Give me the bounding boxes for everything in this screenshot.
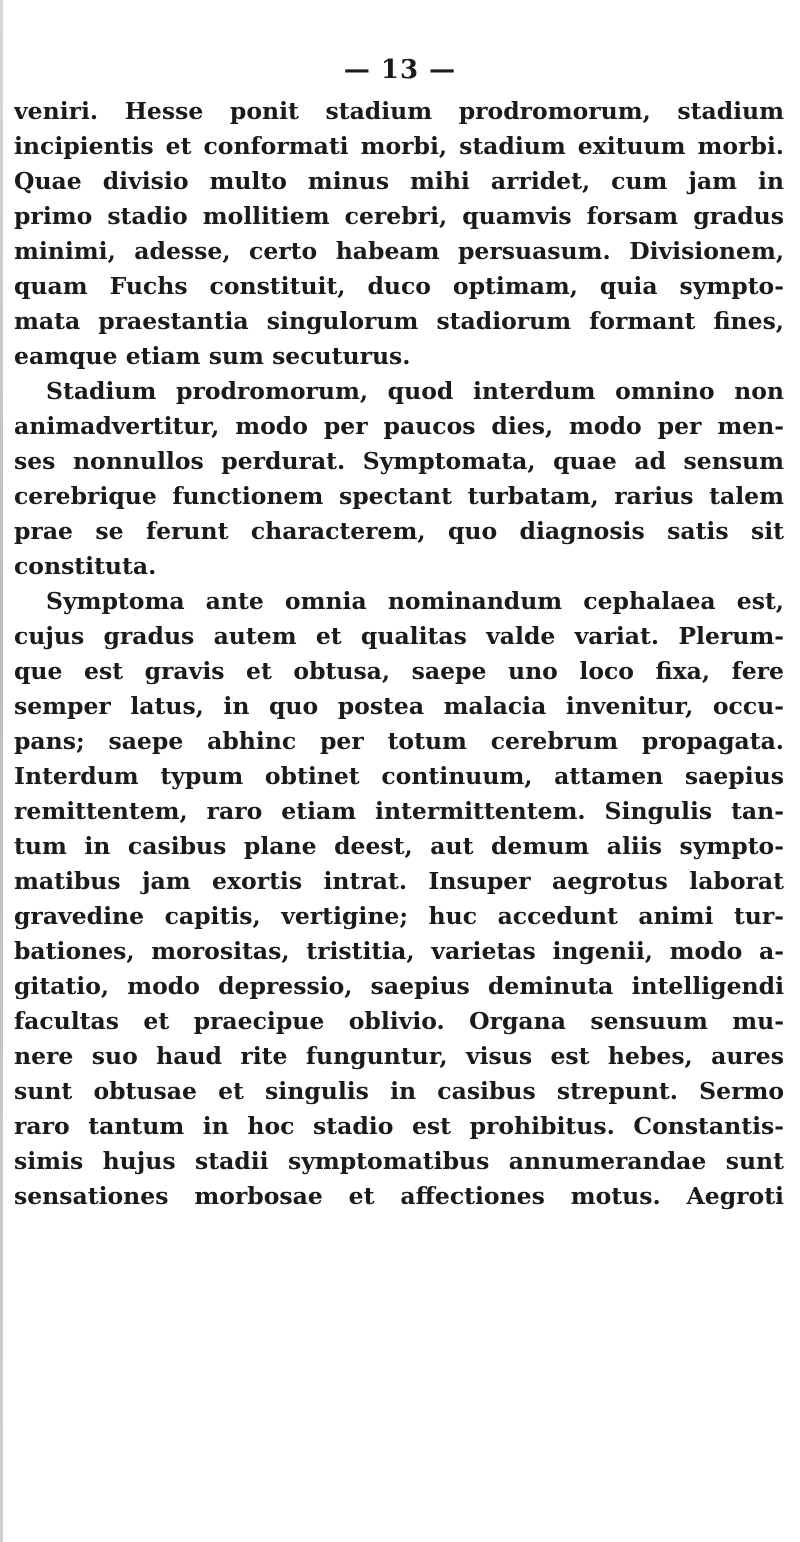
- text-line: tum in casibus plane deest, aut demum aliis sympto-: [14, 832, 784, 860]
- text-line: Interdum typum obtinet continuum, attamen saepius: [14, 762, 784, 790]
- text-line: ses nonnullos perdurat. Symptomata, quae ad sensum: [14, 447, 784, 475]
- text-line: facultas et praecipue oblivio. Organa sensuum mu-: [14, 1007, 784, 1035]
- text-line: nere suo haud rite funguntur, visus est hebes, aures: [14, 1042, 784, 1070]
- text-line: remittentem, raro etiam intermittentem. Singulis tan-: [14, 797, 784, 825]
- page-left-edge: [0, 0, 3, 1542]
- text-line: gravedine capitis, vertigine; huc accedunt animi tur-: [14, 902, 784, 930]
- text-line: pans; saepe abhinc per totum cerebrum propagata.: [14, 727, 784, 755]
- text-line: veniri. Hesse ponit stadium prodromorum, stadium: [14, 97, 784, 125]
- text-line: bationes, morositas, tristitia, varietas ingenii, modo a-: [14, 937, 784, 965]
- paragraph-first-line: Symptoma ante omnia nominandum cephalaea est,: [46, 587, 784, 615]
- text-line: Quae divisio multo minus mihi arridet, cum jam in: [14, 167, 784, 195]
- text-line: gitatio, modo depressio, saepius deminuta intelligendi: [14, 972, 784, 1000]
- text-line: mata praestantia singulorum stadiorum formant fines,: [14, 307, 784, 335]
- text-line: constituta.: [14, 552, 157, 580]
- text-line: quam Fuchs constituit, duco optimam, quia sympto-: [14, 272, 784, 300]
- text-line: prae se ferunt characterem, quo diagnosis satis sit: [14, 517, 784, 545]
- paragraph-first-line: Stadium prodromorum, quod interdum omnino non: [46, 377, 784, 405]
- text-line: primo stadio mollitiem cerebri, quamvis forsam gradus: [14, 202, 784, 230]
- text-line: que est gravis et obtusa, saepe uno loco fixa, fere: [14, 657, 784, 685]
- text-line: incipientis et conformati morbi, stadium exituum morbi.: [14, 132, 784, 160]
- text-line: cerebrique functionem spectant turbatam, rarius talem: [14, 482, 784, 510]
- text-line: eamque etiam sum secuturus.: [14, 342, 411, 370]
- page-number: — 13 —: [343, 55, 457, 85]
- text-line: simis hujus stadii symptomatibus annumerandae sunt: [14, 1147, 784, 1175]
- text-line: semper latus, in quo postea malacia invenitur, occu-: [14, 692, 784, 720]
- body-text: [14, 94, 784, 1214]
- text-line: animadvertitur, modo per paucos dies, modo per men-: [14, 412, 784, 440]
- text-line: sunt obtusae et singulis in casibus strepunt. Sermo: [14, 1077, 784, 1105]
- text-line: minimi, adesse, certo habeam persuasum. Divisionem,: [14, 237, 784, 265]
- text-line: cujus gradus autem et qualitas valde variat. Plerum-: [14, 622, 784, 650]
- text-line: matibus jam exortis intrat. Insuper aegrotus laborat: [14, 867, 784, 895]
- text-line: raro tantum in hoc stadio est prohibitus. Constantis-: [14, 1112, 784, 1140]
- text-line: sensationes morbosae et affectiones motus. Aegroti: [14, 1182, 784, 1210]
